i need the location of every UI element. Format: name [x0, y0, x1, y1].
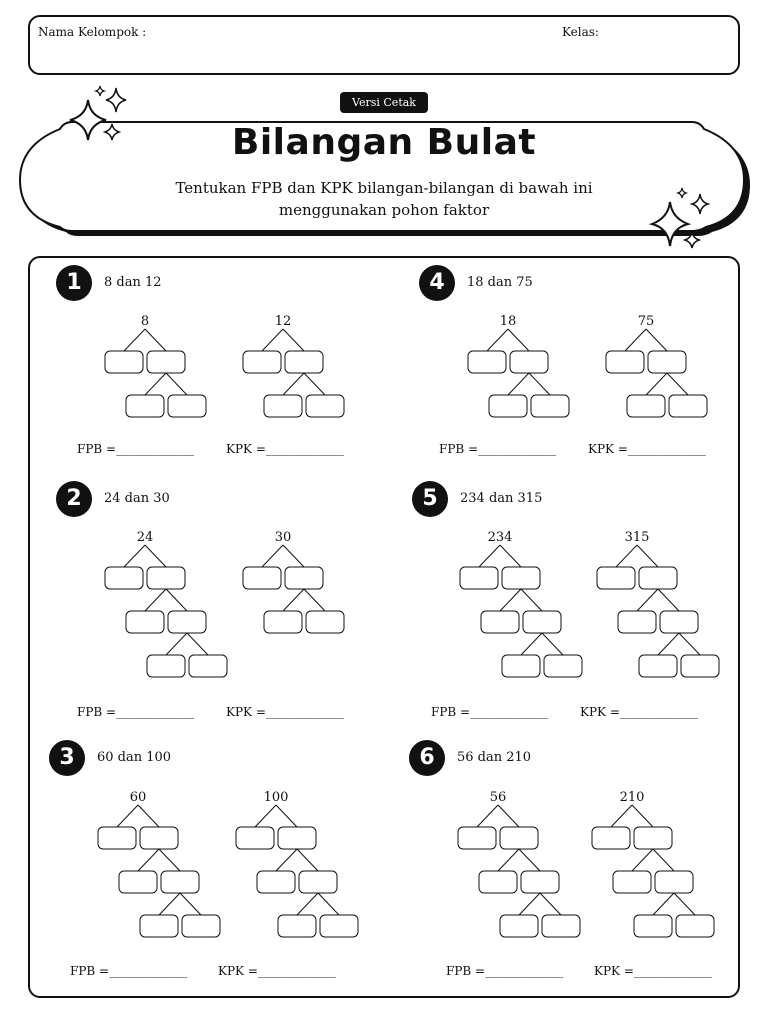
- problem-2-number-badge: 2: [56, 481, 92, 517]
- problem-3-tree-b-root: 100: [263, 790, 289, 805]
- problem-2-tree-b-root: 30: [274, 530, 292, 545]
- problem-3-number-badge: 3: [49, 740, 85, 776]
- instructions-line-2: menggunakan pohon faktor: [278, 201, 490, 219]
- problem-3-tree-a-root: 60: [129, 790, 147, 805]
- problem-3-fpb-answer[interactable]: FPB =_____________: [70, 964, 188, 978]
- problem-5-label: 234 dan 315: [460, 491, 543, 506]
- factor-box[interactable]: [634, 827, 672, 849]
- problem-1-kpk-answer[interactable]: KPK =_____________: [226, 442, 344, 456]
- problem-2-fpb-answer[interactable]: FPB =_____________: [77, 705, 195, 719]
- factor-box[interactable]: [542, 915, 580, 937]
- problem-6-tree-a-root: 56: [489, 790, 507, 805]
- problem-6-tree-b-root: 210: [619, 790, 645, 805]
- problem-1-tree-b-root: 12: [274, 314, 292, 329]
- factor-box[interactable]: [458, 827, 496, 849]
- tree-branch: [477, 805, 498, 827]
- print-version-badge: Versi Cetak: [340, 92, 428, 113]
- tree-branch: [632, 849, 653, 871]
- group-name-label: Nama Kelompok :: [38, 25, 147, 39]
- tree-branch: [498, 805, 519, 827]
- factor-box[interactable]: [500, 915, 538, 937]
- problem-6-fpb-answer[interactable]: FPB =_____________: [446, 964, 564, 978]
- page-title: Bilangan Bulat: [231, 122, 537, 163]
- problem-4-number-badge: 4: [419, 265, 455, 301]
- problem-1-fpb-answer[interactable]: FPB =_____________: [77, 442, 195, 456]
- problem-5-fpb-answer[interactable]: FPB =_____________: [431, 705, 549, 719]
- tree-branch: [519, 893, 540, 915]
- factor-box[interactable]: [592, 827, 630, 849]
- problem-4-kpk-answer[interactable]: KPK =_____________: [588, 442, 706, 456]
- problem-2-label: 24 dan 30: [104, 491, 170, 506]
- factor-box[interactable]: [500, 827, 538, 849]
- problem-5-tree-b-root: 315: [624, 530, 650, 545]
- tree-branch: [674, 893, 695, 915]
- class-label: Kelas:: [562, 25, 599, 39]
- problem-3-label: 60 dan 100: [97, 750, 172, 765]
- factor-box[interactable]: [634, 915, 672, 937]
- problem-1-tree-a-root: 8: [140, 314, 150, 329]
- problem-5-kpk-answer[interactable]: KPK =_____________: [580, 705, 698, 719]
- problem-2-tree-a-root: 24: [136, 530, 154, 545]
- problem-4-label: 18 dan 75: [467, 275, 533, 290]
- problem-1-number-badge: 1: [56, 265, 92, 301]
- tree-branch: [498, 849, 519, 871]
- problem-4-tree-a-root: 18: [499, 314, 517, 329]
- problem-4-fpb-answer[interactable]: FPB =_____________: [439, 442, 557, 456]
- tree-branch: [653, 849, 674, 871]
- problem-5-tree-a-root: 234: [487, 530, 513, 545]
- factor-box[interactable]: [521, 871, 559, 893]
- factor-box[interactable]: [613, 871, 651, 893]
- problem-6-number-badge: 6: [409, 740, 445, 776]
- factor-box[interactable]: [479, 871, 517, 893]
- tree-branch: [519, 849, 540, 871]
- problem-1-label: 8 dan 12: [104, 275, 162, 290]
- problem-2-kpk-answer[interactable]: KPK =_____________: [226, 705, 344, 719]
- instructions-line-1: Tentukan FPB dan KPK bilangan-bilangan di bawah ini: [175, 179, 593, 197]
- tree-branch: [611, 805, 632, 827]
- tree-branch: [653, 893, 674, 915]
- tree-branch: [540, 893, 561, 915]
- tree-branch: [632, 805, 653, 827]
- problem-3-kpk-answer[interactable]: KPK =_____________: [218, 964, 336, 978]
- problem-6-kpk-answer[interactable]: KPK =_____________: [594, 964, 712, 978]
- factor-box[interactable]: [676, 915, 714, 937]
- factor-box[interactable]: [655, 871, 693, 893]
- problem-6-label: 56 dan 210: [457, 750, 532, 765]
- problem-5-number-badge: 5: [412, 481, 448, 517]
- problem-4-tree-b-root: 75: [637, 314, 655, 329]
